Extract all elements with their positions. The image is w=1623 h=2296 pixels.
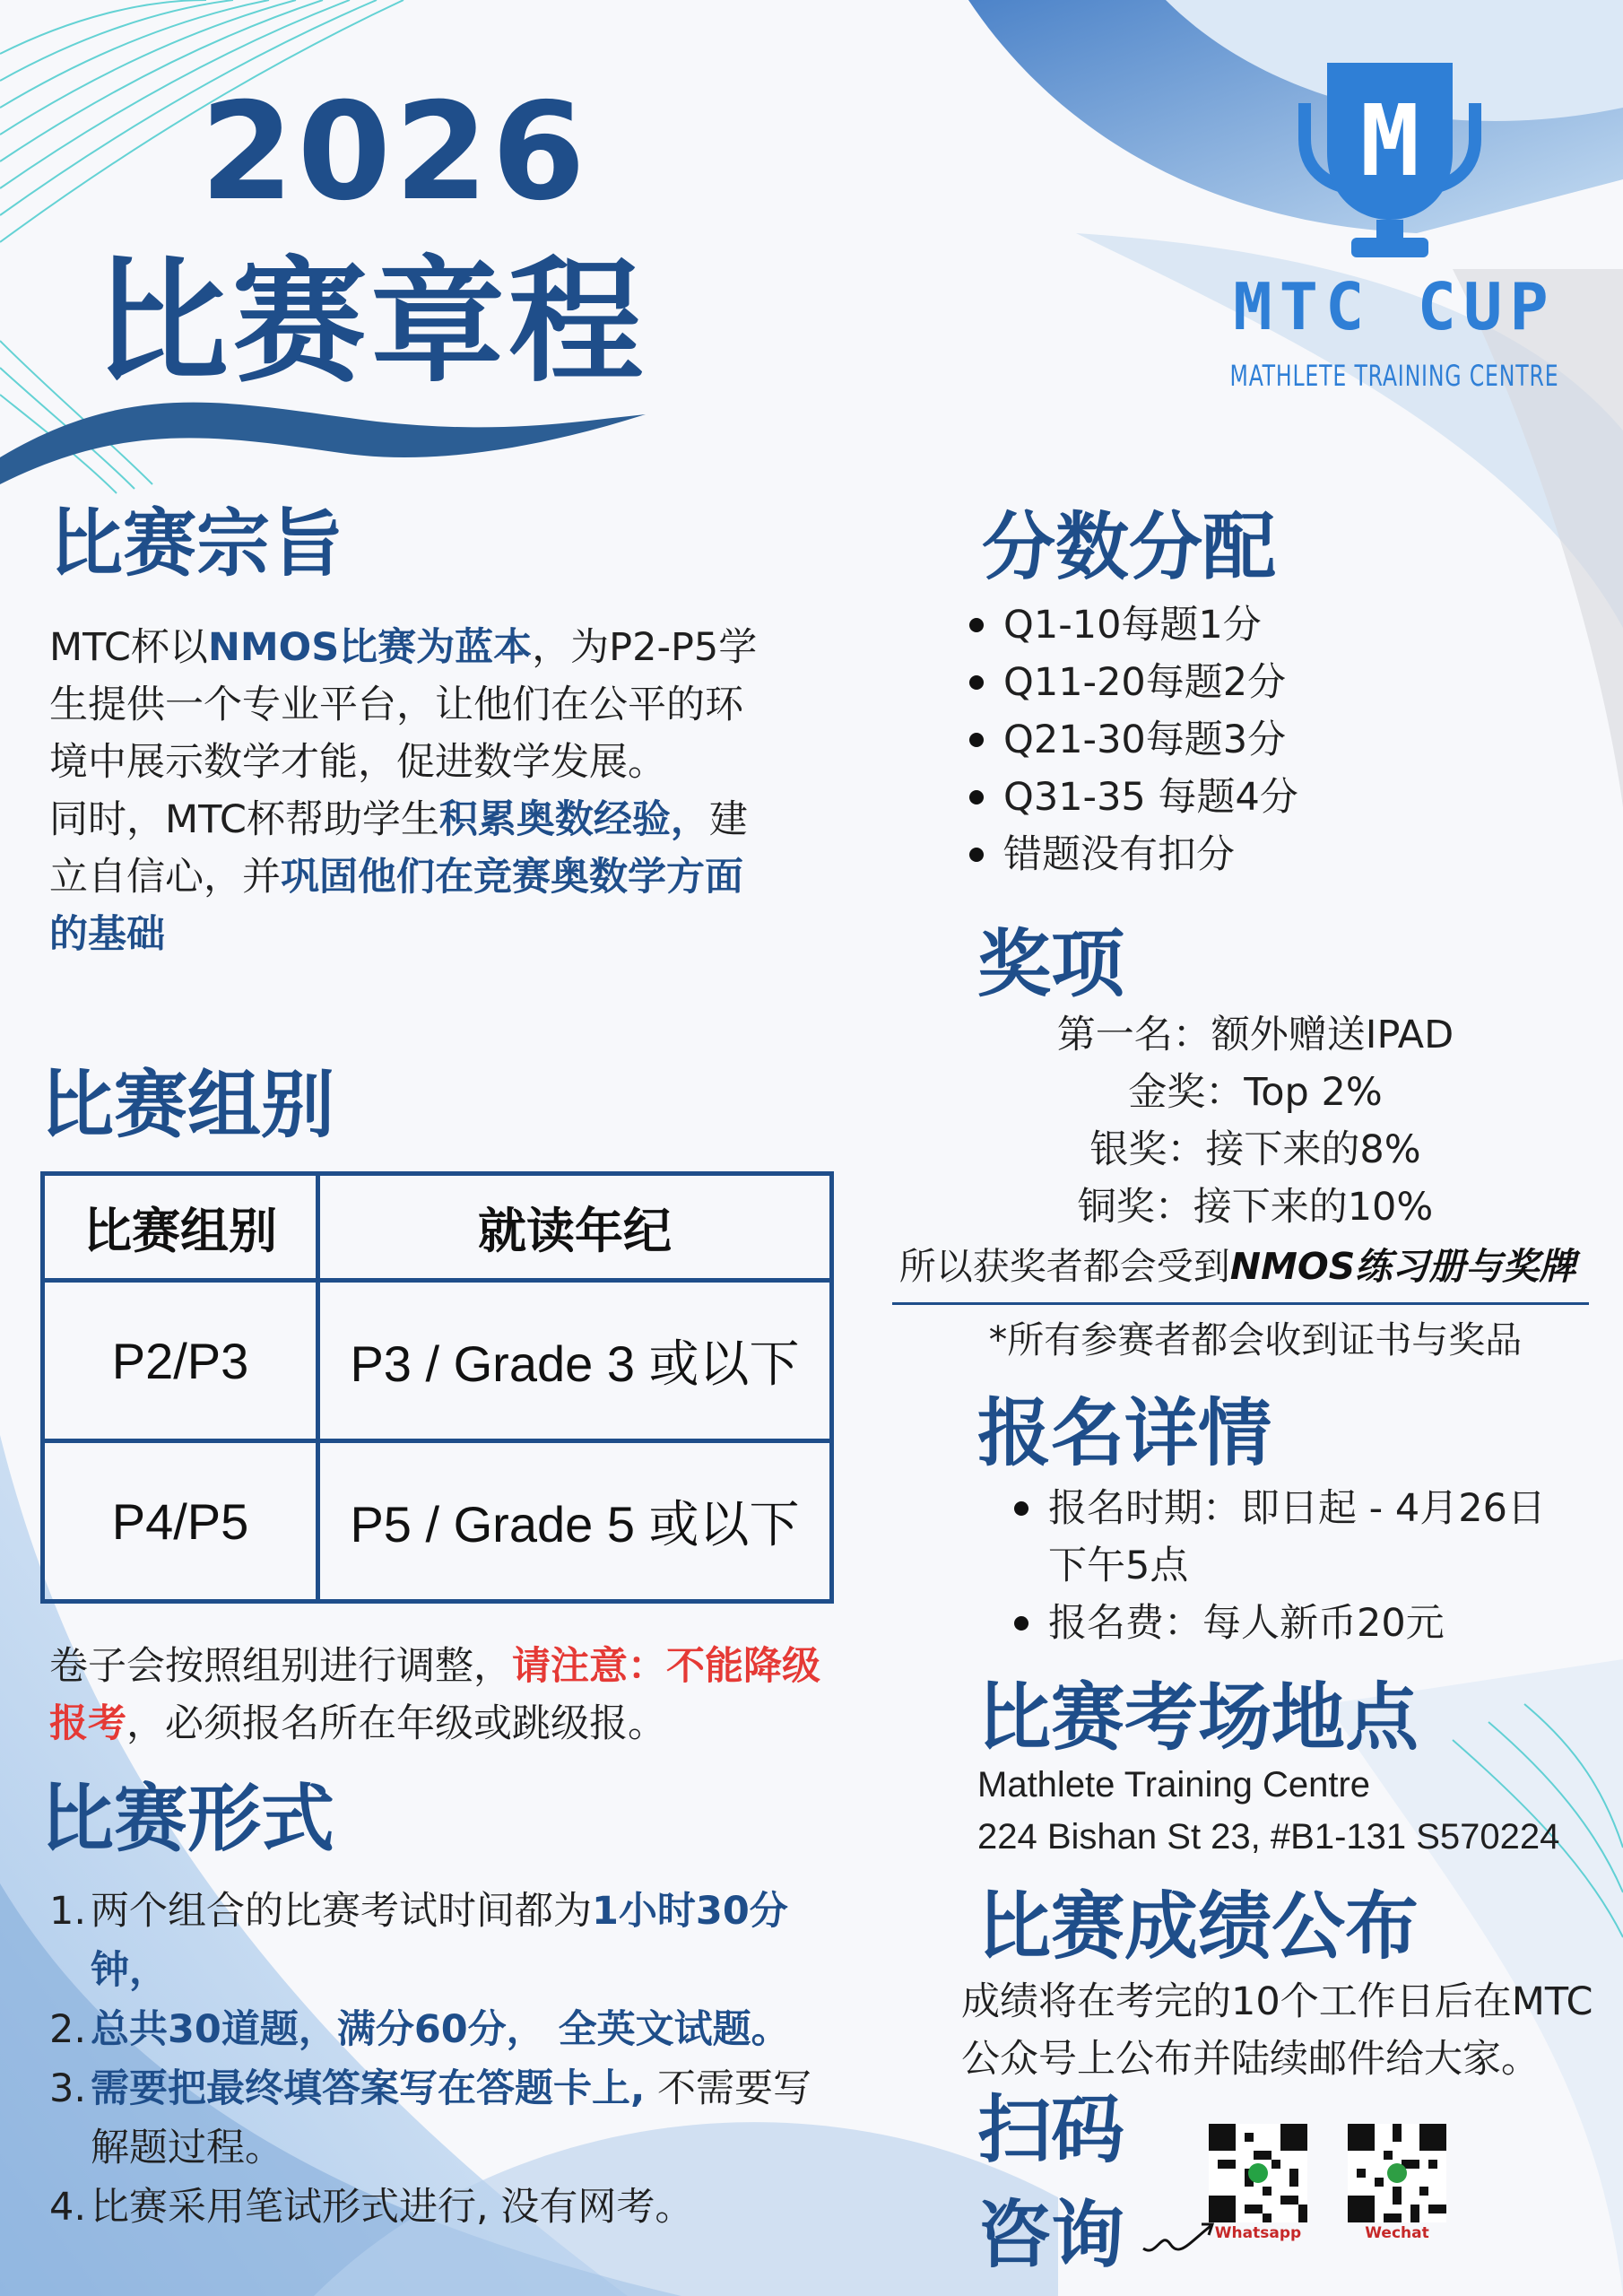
table-header-grade: 就读年纪 <box>318 1174 832 1281</box>
table-cell: P2/P3 <box>43 1281 318 1441</box>
qr-code-icon <box>1209 2124 1307 2222</box>
groups-title: 比赛组别 <box>40 1063 335 1148</box>
page-title: 比赛章程 <box>94 245 647 401</box>
purpose-paragraph-1: MTC杯以NMOS比赛为蓝本，为P2-P5学生提供一个专业平台，让他们在公平的环境中展示数学才能，促进数学发展。 <box>49 625 758 785</box>
table-row <box>43 1281 832 1441</box>
results-text: 成绩将在考完的10个工作日后在MTC公众号上公布并陆续邮件给大家。 <box>961 1979 1593 2082</box>
contact-title-1: 扫码 <box>977 2088 1125 2173</box>
format-title: 比赛形式 <box>40 1777 335 1862</box>
award-silver: 银奖：接下来的8% <box>1089 1127 1421 1172</box>
table-header-group: 比赛组别 <box>43 1174 318 1281</box>
registration-title: 报名详情 <box>977 1391 1272 1476</box>
award-bronze: 铜奖：接下来的10% <box>1077 1185 1434 1230</box>
venue-title: 比赛考场地点 <box>977 1675 1419 1761</box>
scoring-list <box>964 596 1592 883</box>
awards-all: *所有参赛者都会收到证书与奖品 <box>988 1318 1523 1361</box>
registration-list <box>1009 1480 1583 1652</box>
awards-title: 奖项 <box>977 922 1125 1007</box>
qr-code-icon <box>1348 2124 1446 2222</box>
purpose-text <box>49 619 758 963</box>
list-item: Q31-35 每题4分 <box>964 769 1592 826</box>
awards-lines <box>888 1006 1623 1236</box>
table-cell: P3 / Grade 3 或以下 <box>318 1281 832 1441</box>
logo-subtitle: MATHLETE TRAINING CENTRE <box>1229 359 1559 393</box>
groups-note: 卷子会按照组别进行调整，请注意：不能降级报考，必须报名所在年级或跳级报。 <box>49 1644 820 1746</box>
logo-name: MTC CUP <box>1233 269 1556 344</box>
purpose-title: 比赛宗旨 <box>49 501 344 587</box>
logo-letter: M <box>1359 83 1420 198</box>
list-item: 2. 总共30道题，满分60分， 全英文试题。 <box>49 2007 790 2052</box>
venue-name: Mathlete Training Centre <box>977 1765 1371 1805</box>
list-item: 1. 两个组合的比赛考试时间都为1小时30分钟， <box>49 1889 788 1993</box>
contact-title-2: 咨询 <box>977 2193 1125 2278</box>
list-item: 3. 需要把最终填答案写在答题卡上, 不需要写解题过程。 <box>49 2066 812 2170</box>
year-heading: 2026 <box>200 74 589 230</box>
scoring-title: 分数分配 <box>982 505 1277 590</box>
list-item: Q11-20每题2分 <box>964 654 1592 711</box>
format-list <box>49 1882 820 2237</box>
results-title: 比赛成绩公布 <box>977 1884 1419 1970</box>
wechat-qr-code[interactable] <box>1348 2124 1446 2222</box>
list-item: 报名时期：即日起 - 4月26日下午5点 <box>1009 1480 1583 1595</box>
wechat-label: Wechat <box>1365 2224 1429 2242</box>
whatsapp-qr-code[interactable] <box>1209 2124 1307 2222</box>
whatsapp-label: Whatsapp <box>1214 2224 1302 2242</box>
award-first: 第一名：额外赠送IPAD <box>1056 1013 1454 1057</box>
awards-divider <box>892 1302 1589 1305</box>
list-item: Q21-30每题3分 <box>964 711 1592 769</box>
list-item: 4. 比赛采用笔试形式进行, 没有网考。 <box>49 2185 694 2230</box>
table-cell: P4/P5 <box>43 1441 318 1602</box>
list-item: Q1-10每题1分 <box>964 596 1592 654</box>
table-row <box>43 1441 832 1602</box>
awards-winners: 所以获奖者都会受到NMOS练习册与奖牌 <box>898 1245 1576 1288</box>
venue-address: 224 Bishan St 23, #B1-131 S570224 <box>977 1817 1560 1857</box>
table-cell: P5 / Grade 5 或以下 <box>318 1441 832 1602</box>
table-header-row <box>43 1174 832 1281</box>
award-gold: 金奖：Top 2% <box>1128 1070 1383 1115</box>
trophy-icon <box>1296 54 1484 260</box>
list-item: 错题没有扣分 <box>964 826 1592 883</box>
list-item: 报名费：每人新币20元 <box>1009 1595 1583 1652</box>
purpose-paragraph-2: 同时，MTC杯帮助学生积累奥数经验，建立自信心，并巩固他们在竞赛奥数学方面的基础 <box>49 797 748 957</box>
mtc-cup-logo <box>1184 54 1605 395</box>
groups-table <box>40 1171 834 1604</box>
